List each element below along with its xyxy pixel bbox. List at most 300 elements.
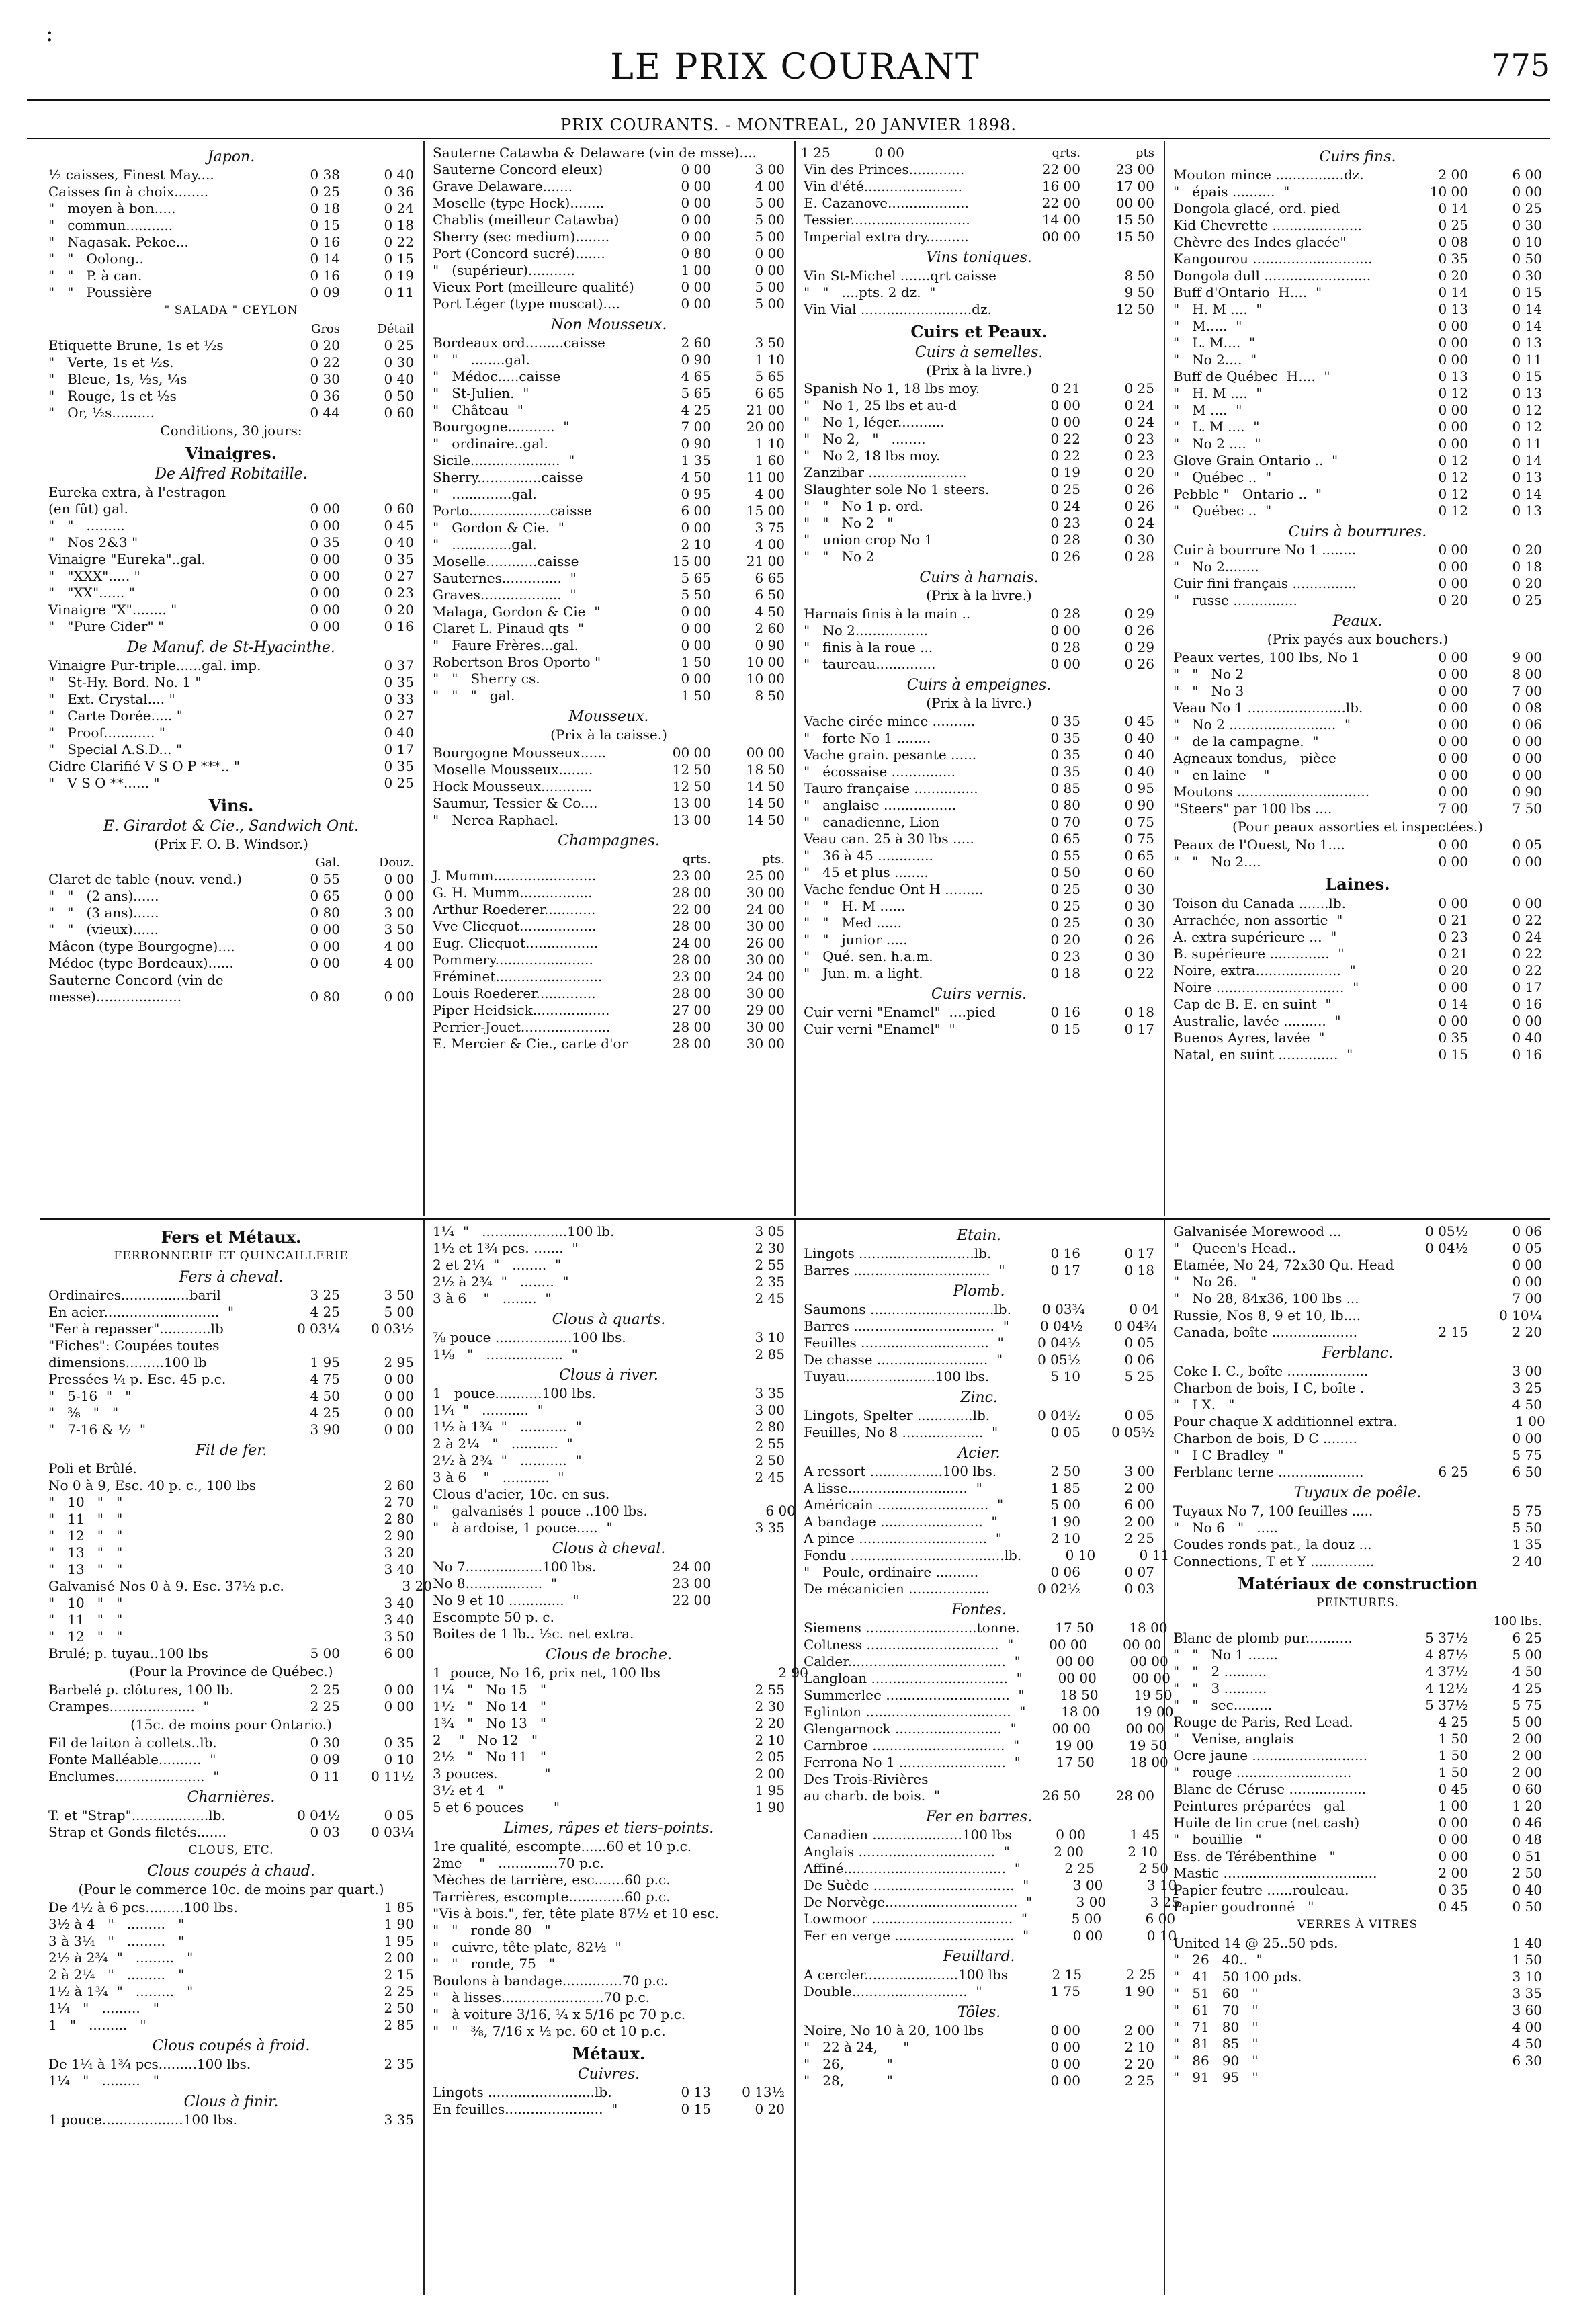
page-number: 775 <box>1491 47 1550 83</box>
price-row <box>433 1019 785 1036</box>
price-row <box>433 1872 785 1889</box>
item-label: " " ⅜, 7/16 x ½ pc. 60 et 10 p.c. <box>433 2023 666 2039</box>
price-low: 0 36 <box>310 388 340 404</box>
price-row <box>433 1749 785 1766</box>
price-high: 0 40 <box>384 167 414 183</box>
price-high: 0 40 <box>1124 747 1154 763</box>
price-high: 23 00 <box>1115 161 1154 177</box>
price-row <box>48 1405 414 1421</box>
price-low <box>648 1503 722 1520</box>
price-row <box>48 972 414 989</box>
price-low: 4 37½ <box>1425 1663 1468 1679</box>
price-row <box>48 1824 414 1841</box>
price-high: 0 36 <box>384 183 414 200</box>
note-text: (Prix payés aux bouchers.) <box>1267 631 1449 647</box>
price-row <box>804 1860 1168 1877</box>
item-label: Lingots ...........................lb. <box>804 1245 992 1261</box>
price-low <box>266 2056 340 2073</box>
item-label: Natal, en suint .............. " <box>1173 1046 1353 1063</box>
item-label: Tessier............................ <box>804 212 970 228</box>
price-high: 21 00 <box>746 553 785 569</box>
price-high: 0 14 <box>1512 301 1542 317</box>
price-low: 0 80 <box>1050 797 1080 813</box>
price-high: 8 50 <box>1124 267 1154 284</box>
price-high: 30 00 <box>746 884 785 901</box>
price-row <box>804 1368 1154 1385</box>
item-label: G. H. Mumm................. <box>433 884 593 901</box>
price-row <box>1173 800 1542 817</box>
price-row <box>433 1329 785 1346</box>
price-column <box>1165 1223 1550 2298</box>
item-label: Mastic .................................... <box>1173 1865 1377 1881</box>
price-row <box>804 161 1154 178</box>
subsection-heading: Feuillard. <box>943 1948 1015 1965</box>
price-row <box>804 1620 1168 1636</box>
price-row <box>804 1262 1154 1279</box>
price-row <box>433 1036 785 1052</box>
price-high: 3 10 <box>1512 1968 1542 1985</box>
price-high: 0 25 <box>1512 200 1542 216</box>
price-low: 0 00 <box>1438 979 1468 995</box>
item-label: " " Oolong.. <box>48 251 144 267</box>
item-label: dimensions.........100 lb <box>48 1354 207 1370</box>
item-label: Etamée, No 24, 72x30 Qu. Head <box>1173 1257 1394 1273</box>
price-row <box>433 1452 785 1469</box>
price-low: 0 35 <box>310 534 340 550</box>
price-high: 1 20 <box>1512 1798 1542 1814</box>
price-high: 21 00 <box>746 402 785 418</box>
price-high: 2 25 <box>384 1983 414 1999</box>
price-low <box>1007 301 1080 318</box>
corner-mark: : <box>46 20 54 47</box>
price-low: 0 65 <box>1050 831 1080 847</box>
price-high: 0 75 <box>1124 814 1154 830</box>
price-row <box>433 553 785 570</box>
price-high: 5 00 <box>755 229 785 245</box>
item-label: Américain .......................... " <box>804 1497 1004 1513</box>
price-row <box>1173 1848 1542 1865</box>
price-high: 2 95 <box>384 1354 414 1370</box>
price-low: 0 00 <box>310 585 340 601</box>
note-text: (Prix F. O. B. Windsor.) <box>154 836 308 852</box>
item-label: Port Léger (type muscat).... <box>433 296 620 312</box>
price-low: 4 25 <box>310 1304 340 1320</box>
item-label: 1¼ " ....................100 lb. <box>433 1223 615 1239</box>
price-row <box>804 1547 1170 1564</box>
price-high: 2 00 <box>1512 1731 1542 1747</box>
price-low: 28 00 <box>672 985 711 1001</box>
price-high: 1 90 <box>755 1799 785 1815</box>
price-row <box>804 1530 1154 1547</box>
price-low: 3 90 <box>310 1421 340 1438</box>
price-row <box>804 1352 1154 1368</box>
price-high: 0 13 <box>1512 469 1542 485</box>
price-row <box>1173 2019 1542 2036</box>
item-label: " 13 " " <box>48 1544 123 1561</box>
item-label: Grave Delaware....... <box>433 178 573 194</box>
price-high: 0 29 <box>1124 606 1154 622</box>
price-column <box>425 1223 808 2298</box>
price-row <box>48 1371 414 1388</box>
item-label: 2½ " No 11 " <box>433 1749 547 1765</box>
item-label: De Norvège............................... " <box>804 1894 1033 1910</box>
item-label: 3 à 6 " ........... " <box>433 1469 564 1485</box>
price-high: 8 50 <box>755 688 785 704</box>
price-high: 6 00 <box>765 1503 796 1519</box>
item-label: " L. M.... " <box>1173 335 1256 351</box>
item-label: 2½ à 2¾ " ........... " <box>433 1452 582 1468</box>
price-high: 2 00 <box>755 1766 785 1782</box>
price-low: 1 90 <box>1050 1513 1080 1530</box>
item-label: " 61 70 " <box>1173 2002 1259 2018</box>
price-row <box>433 229 785 245</box>
price-high: 2 35 <box>384 2056 414 2072</box>
price-high: 0 17 <box>1124 1245 1154 1261</box>
item-label: Boulons à bandage..............70 p.c. <box>433 1973 669 1989</box>
price-row <box>433 1346 785 1363</box>
price-low <box>266 1612 340 1628</box>
price-low: 17 50 <box>1055 1620 1094 1636</box>
price-high: 0 06 <box>1512 716 1542 733</box>
item-label: " Québec .. " <box>1173 469 1272 485</box>
price-low: 0 05½ <box>1037 1352 1080 1368</box>
price-row <box>1173 1764 1542 1781</box>
item-label: Vache fendue Ont H ......... <box>804 881 984 897</box>
item-label: " 11 " " <box>48 1511 123 1527</box>
price-high: 4 50 <box>755 604 785 620</box>
subsection-heading: De Alfred Robitaille. <box>155 466 308 483</box>
price-low <box>1394 1307 1468 1324</box>
price-low: 1 75 <box>1050 1983 1080 1999</box>
price-low: 28 00 <box>672 1019 711 1035</box>
item-label: " " No 2 <box>804 548 875 565</box>
date-line: PRIX COURANTS. - MONTREAL, 20 JANVIER 1898. <box>560 116 1017 134</box>
price-row <box>1173 1630 1542 1647</box>
item-label: Cuir fini français ............... <box>1173 575 1357 591</box>
price-row <box>433 935 785 952</box>
price-low: 18 50 <box>1060 1687 1099 1703</box>
price-high: 3 50 <box>384 1628 414 1645</box>
price-low: 0 23 <box>1050 515 1080 531</box>
price-row <box>48 2073 414 2089</box>
price-row <box>48 989 414 1005</box>
price-row <box>1173 750 1542 767</box>
price-high: 0 13½ <box>742 2084 785 2100</box>
price-high <box>724 1989 798 2006</box>
price-high: 2 85 <box>755 1346 785 1362</box>
item-label: " 22 à 24, " <box>804 2039 910 2055</box>
price-row <box>1173 1536 1542 1553</box>
item-label: " 7-16 & ½ " <box>48 1421 146 1438</box>
price-row <box>433 2006 785 2023</box>
item-label: " 86 90 " <box>1173 2052 1259 2069</box>
price-low: 0 06 <box>1050 1564 1080 1580</box>
price-row <box>804 1877 1177 1894</box>
item-label: " L. M .... " <box>1173 419 1260 435</box>
price-row <box>1173 452 1542 469</box>
price-high: 2 50 <box>1138 1860 1168 1876</box>
price-high: 9 00 <box>1512 649 1542 665</box>
price-row <box>48 955 414 972</box>
price-row <box>433 402 785 419</box>
item-label: " " No 3 <box>1173 683 1244 699</box>
price-low: 2 25 <box>310 1682 340 1698</box>
item-label: 3½ et 4 " <box>433 1782 504 1798</box>
price-row <box>804 1004 1154 1021</box>
item-label: " No 2, 18 lbs moy. <box>804 448 941 464</box>
price-row <box>48 1966 414 1983</box>
item-label: " 41 50 100 pds. <box>1173 1968 1302 1985</box>
price-low: 0 00 <box>310 551 340 567</box>
price-high: 7 00 <box>1512 683 1542 699</box>
price-low: 1 95 <box>310 1354 340 1370</box>
price-high: 0 05 <box>1124 1335 1154 1351</box>
price-row <box>804 1843 1158 1860</box>
column-headers <box>804 144 1154 161</box>
item-label: Lingots .........................lb. <box>433 2084 612 2100</box>
price-row <box>48 371 414 388</box>
price-high: 0 12 <box>1512 419 1542 435</box>
price-row <box>804 763 1154 780</box>
item-label: " Verte, 1s et ½s. <box>48 354 174 370</box>
item-label: " à voiture 3/16, ¼ x 5/16 pc 70 p.c. <box>433 2006 686 2022</box>
item-label: 1⅛ " .................. " <box>433 1346 578 1362</box>
price-high: 0 05 <box>1512 837 1542 853</box>
price-high: 2 20 <box>1124 2056 1154 2072</box>
price-row <box>1173 419 1542 435</box>
price-row <box>1173 837 1542 854</box>
price-row <box>1173 402 1542 419</box>
item-label: " Proof............ " <box>48 724 165 741</box>
price-low: 0 00 <box>681 195 711 211</box>
price-low: 0 18 <box>1050 965 1080 981</box>
price-high: 0 00 <box>1512 750 1542 766</box>
price-row <box>1173 1647 1542 1663</box>
price-row <box>804 380 1154 397</box>
price-low: 0 26 <box>1050 548 1080 565</box>
item-label: " " (2 ans)...... <box>48 888 159 904</box>
price-low: 1 50 <box>681 654 711 670</box>
price-row <box>804 1911 1176 1927</box>
price-low: 23 00 <box>672 868 711 884</box>
price-high: 6 65 <box>755 570 785 586</box>
price-low: 5 50 <box>681 587 711 603</box>
price-row <box>433 1732 785 1749</box>
price-row <box>48 938 414 955</box>
price-row <box>433 262 785 279</box>
price-row <box>1173 284 1542 301</box>
item-label: Charbon de bois, D C ........ <box>1173 1430 1357 1446</box>
price-row <box>433 1799 785 1816</box>
price-low: 2 10 <box>681 536 711 552</box>
price-high: 0 20 <box>384 601 414 618</box>
price-high: 6 00 <box>1512 167 1542 183</box>
price-low <box>1394 1520 1468 1536</box>
price-low: 23 00 <box>672 968 711 985</box>
item-label: Vin Vial ..........................dz. <box>804 301 992 317</box>
price-low <box>637 1469 711 1486</box>
price-low: 27 00 <box>672 1002 711 1018</box>
price-high: 2 90 <box>778 1665 808 1681</box>
item-label: Saumur, Tessier & Co.... <box>433 795 598 811</box>
item-label: Bordeaux ord.........caisse <box>433 335 605 351</box>
price-high: 26 00 <box>746 935 785 951</box>
price-high: 0 18 <box>1124 1262 1154 1278</box>
price-high: 2 45 <box>755 1290 785 1306</box>
price-row <box>48 1983 414 2000</box>
item-label: Escompte 50 p. c. <box>433 1609 554 1625</box>
price-row <box>804 1407 1154 1424</box>
item-label: " cuivre, tête plate, 82½ " <box>433 1939 622 1955</box>
price-high: 00 00 <box>1132 1670 1170 1686</box>
item-label: Graves................... " <box>433 587 577 603</box>
item-label: " 10 " " <box>48 1494 123 1510</box>
item-label: Pour chaque X additionnel extra. <box>1173 1413 1398 1429</box>
price-low: 0 02½ <box>1037 1581 1080 1597</box>
price-low <box>266 1916 340 1933</box>
price-high: 0 00 <box>1512 895 1542 911</box>
price-low: 0 12 <box>1438 385 1468 401</box>
price-high <box>340 1337 414 1354</box>
header-rule <box>27 99 1550 101</box>
price-high: 0 00 <box>384 989 414 1005</box>
price-low: 0 70 <box>1050 814 1080 830</box>
price-high <box>711 1559 785 1575</box>
price-high: 0 11½ <box>371 1768 414 1784</box>
item-label: Vinaigre Pur-triple......gal. imp. <box>48 657 261 673</box>
subsection-heading: Vins toniques. <box>926 249 1032 266</box>
item-label: " " ronde 80 " <box>433 1922 551 1938</box>
price-row <box>804 267 1154 284</box>
price-high: 5 00 <box>755 296 785 312</box>
price-high: 0 00 <box>384 888 414 904</box>
price-high: 14 50 <box>746 812 785 828</box>
price-high: 0 14 <box>1512 452 1542 468</box>
price-row <box>1173 2036 1542 2052</box>
price-low <box>266 1966 340 1983</box>
price-low: 0 00 <box>310 501 340 517</box>
price-low: 0 85 <box>1050 780 1080 796</box>
price-low: 2 50 <box>1050 1463 1080 1479</box>
price-row <box>48 585 414 601</box>
price-row <box>433 1766 785 1782</box>
price-low: 0 25 <box>1050 915 1080 931</box>
price-high: 2 35 <box>755 1274 785 1290</box>
item-label: Ferblanc terne .................... <box>1173 1464 1364 1480</box>
price-low: 0 00 <box>1438 767 1468 783</box>
item-label: Kangourou ............................ <box>1173 251 1373 267</box>
item-label: " Bleue, 1s, ½s, ¼s <box>48 371 187 387</box>
item-label: Lowmoor ................................. " <box>804 1911 1028 1927</box>
price-high: 19 50 <box>1129 1737 1168 1753</box>
price-row <box>804 948 1154 965</box>
price-low: 7 00 <box>681 419 711 435</box>
price-row <box>433 604 785 620</box>
price-row <box>804 639 1154 656</box>
price-high: 00 00 <box>746 745 785 761</box>
price-row <box>1173 1397 1542 1413</box>
price-low: 0 03¼ <box>297 1321 340 1337</box>
price-row <box>1173 1307 1542 1324</box>
price-low: 4 25 <box>1438 1714 1468 1730</box>
price-row <box>433 1469 785 1486</box>
price-low: 00 00 <box>1049 1636 1088 1653</box>
price-high: 3 20 <box>402 1578 432 1594</box>
price-high: 0 10 <box>384 1751 414 1768</box>
item-label: Moutons ............................... <box>1173 784 1370 800</box>
price-low: 0 08 <box>1438 234 1468 250</box>
price-low <box>637 1732 711 1749</box>
item-label: Tuyaux No 7, 100 feuilles ..... <box>1173 1503 1373 1519</box>
price-high: 8 00 <box>1512 666 1542 682</box>
price-row <box>48 1933 414 1950</box>
price-high: 0 24 <box>1512 929 1542 945</box>
price-low: 0 00 <box>681 604 711 620</box>
price-low <box>266 657 340 674</box>
price-low: 28 00 <box>672 884 711 901</box>
price-low: 0 00 <box>681 161 711 177</box>
price-row <box>48 217 414 234</box>
price-low: 0 45 <box>1438 1781 1468 1797</box>
price-row <box>1173 1935 1542 1952</box>
price-high: 6 50 <box>1512 1464 1542 1480</box>
price-high: 0 25 <box>1124 380 1154 397</box>
item-label: E. Cazanove................... <box>804 195 969 211</box>
note-text: (Pour la Province de Québec.) <box>129 1663 333 1679</box>
price-low: 0 90 <box>681 435 711 452</box>
price-low: 0 00 <box>681 620 711 636</box>
item-label: " " No 2.... <box>1173 854 1261 870</box>
price-row <box>433 671 785 688</box>
price-low <box>637 1257 711 1274</box>
price-row <box>1173 2069 1542 2086</box>
price-low <box>266 972 340 989</box>
subsection-heading: Clous à river. <box>559 1367 658 1384</box>
price-row <box>433 812 785 829</box>
item-label: " 71 80 " <box>1173 2019 1259 2035</box>
item-label: " No 2 ......................... " <box>1173 716 1351 733</box>
price-low: 1 85 <box>1050 1480 1080 1496</box>
price-row <box>433 654 785 671</box>
price-low <box>1394 1952 1468 1968</box>
price-row <box>1173 854 1542 870</box>
item-label: Perrier-Jouet..................... <box>433 1019 611 1035</box>
item-label: 1¼ " ........... " <box>433 1402 544 1418</box>
price-row <box>433 868 785 884</box>
item-label: " Nagasak. Pekoe... <box>48 234 189 250</box>
price-high: 6 00 <box>1124 1497 1154 1513</box>
price-row <box>433 761 785 778</box>
price-low: 0 04½ <box>297 1807 340 1823</box>
price-low <box>266 674 340 691</box>
price-high: 0 30 <box>1124 532 1154 548</box>
item-label: Blanc de plomb pur........... <box>1173 1630 1353 1646</box>
price-low <box>266 1477 340 1494</box>
item-label: Tuyau.....................100 lbs. <box>804 1368 990 1384</box>
price-row <box>48 691 414 708</box>
price-low <box>266 708 340 724</box>
item-label: Chablis (meilleur Catawba) <box>433 212 620 228</box>
price-row <box>48 708 414 724</box>
price-high: 5 00 <box>1512 1714 1542 1730</box>
item-label: Buff d'Ontario H.... " <box>1173 284 1322 300</box>
price-low <box>1394 1968 1468 1985</box>
price-row <box>433 1402 785 1419</box>
price-row <box>48 1682 414 1698</box>
column-headers <box>48 854 414 871</box>
price-row <box>48 758 414 775</box>
price-low: 0 17 <box>1050 1262 1080 1278</box>
